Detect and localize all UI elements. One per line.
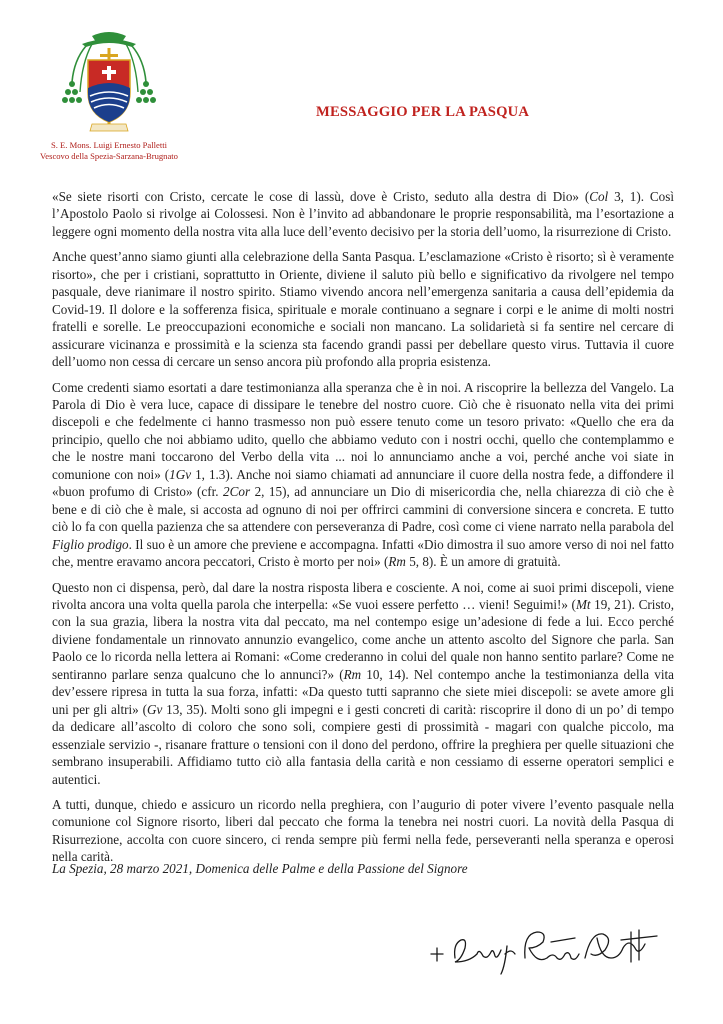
page-title: MESSAGGIO PER LA PASQUA [316,104,530,120]
parable-title: Figlio prodigo [52,536,129,552]
citation-ref: Mt [575,596,591,612]
bishop-name: S. E. Mons. Luigi Ernesto Palletti [50,140,167,150]
handwritten-signature [425,918,670,978]
citation-ref: 1Gv [169,466,192,482]
paragraph-1: «Se siete risorti con Cristo, cercate le cose di lassù, dove è Cristo, seduto alla destra di Dio» (Col 3, 1). Così l’Apostolo Paolo si rivolge ai Colossesi. Non è l’invito ad abbandonare le proprie responsabilità, ma l’esortazione a leggere ogni momento della nostra vita alla luce dell’evento decisivo per la storia dell’uomo, la risurrezione di Cristo. [52,189,674,239]
date-line: La Spezia, 28 marzo 2021, Domenica delle Palme e della Passione del Signore [52,861,468,876]
paragraph-4: Questo non ci dispensa, però, dal dare la nostra risposta libera e cosciente. A noi, come ai suoi primi discepoli, viene rivolta ancora una volta quella parola che interpella: «Se vuoi essere perfetto … vieni! Seguimi!» (Mt 19, 21). Cristo, con la sua grazia, libera la nostra vita dal peccato, ma nel contempo esige un’adesione di fede a lui. Ecco perché diviene fondamentale un rinnovato annunzio evangelico, come anche un attento ascolto del Signore che parla. San Paolo ce lo ricorda nella lettera ai Romani: «Come crederanno in colui del quale non hanno sentito parlare? Come ne sentiranno parlare senza qualcuno che lo annunci?» (Rm 10, 14). Nel contempo anche la testimonianza della vita dev’essere ripresa in tutta la sua forza, infatti: «Da questo tutti sapranno che siete miei discepoli: se avete amore gli uni per gli altri» (Gv 13, 35). Molti sono gli impegni e i gesti concreti di carità: riscoprire il dono di un po’ di tempo da dedicare all’ascolto di coloro che sono soli, compiere gesti di prossimità - magari con qualche piccolo, ma essenziale servizio -, risanare fratture o tensioni con il dono del perdono, offrire la preghiera per quelle situazioni che sembrano insuperabili. Affidiamo tutto ciò alla fantasia della carità e non cessiamo di esserne operatori semplici e autentici. [52,579,674,787]
citation-ref: Rm [388,554,406,570]
citation-ref: Gv [146,701,163,717]
message-body [52,188,674,874]
paragraph-3: Come credenti siamo esortati a dare testimonianza alla speranza che è in noi. A riscoprire la bellezza del Vangelo. La Parola di Dio è vera luce, capace di dissipare le tenebre del nostro cuore. Ciò che è risuonato nella vita dei primi discepoli e che fedelmente ci hanno trasmesso non può essere tenuto come un tesoro privato: «Quello che era da principio, quello che noi abbiamo udito, quello che abbiamo veduto con i nostri occhi, quello che contemplammo e che le nostre mani toccarono del Verbo della vita ... noi lo annunciamo anche a voi, perché anche voi siate in comunione con noi» (1Gv 1, 1.3). Anche noi siamo chiamati ad annunciare il cuore della nostra fede, a diffondere il «buon profumo di Cristo» (cfr. 2Cor 2, 15), ad annunciare un Dio di misericordia che, nella chiarezza di ciò che è bene e di ciò che è male, si accosta ad ognuno di noi per offrirci cammini di conversione sincera e concreta. E tutto ciò lo fa con quella pazienza che sa attendere con perseveranza di Padre, così come ci viene narrato nella parabola del Figlio prodigo. Il suo è un amore che previene e accompagna. Infatti «Dio dimostra il suo amore verso di noi nel fatto che, mentre eravamo ancora peccatori, Cristo è morto per noi» (Rm 5, 8). È un amore di gratuità. [52,379,674,570]
citation-ref: Rm [343,666,362,682]
citation-ref: 2Cor [223,484,251,500]
paragraph-5: A tutti, dunque, chiedo e assicuro un ricordo nella preghiera, con l’augurio di poter vivere l’evento pasquale nella comunione col Signore risorto, liberi dal peccato che forma la tenebra nei nostri cuori. La novità della Pasqua di Risurrezione, accolta con cuore sincero, ci renda sempre più fermi nella fede, perseveranti nella speranza e operosi nella carità. [52,796,674,865]
bishop-title: Vescovo della Spezia-Sarzana-Brugnato [40,151,178,161]
paragraph-2: Anche quest’anno siamo giunti alla celebrazione della Santa Pasqua. L’esclamazione «Cristo è risorto; sì è veramente risorto», che per i cristiani, soprattutto in Oriente, diviene il saluto più bello e significativo da rivolgere nel tempo pasquale, deve rianimare il nostro spirito. Stiamo vivendo ancora nell’emergenza sanitaria a causa dell’epidemia da Covid-19. Il dolore e la sofferenza fisica, spirituale e morale continuano a segnare i corpi e le anime di molti nostri fratelli e sorelle. Le preoccupazioni economiche e sociali non mancano. La solidarietà si fa sentire nel cercare di assicurare vicinanza e prossimità e la scienza sta facendo grandi passi per debellare questo virus. Tuttavia il cuore dell’uomo non cessa di cercare un senso ancora più profondo alla propria esistenza. [52,249,674,370]
episcopal-coat-of-arms [62,30,156,134]
citation-ref: Col [589,189,609,204]
